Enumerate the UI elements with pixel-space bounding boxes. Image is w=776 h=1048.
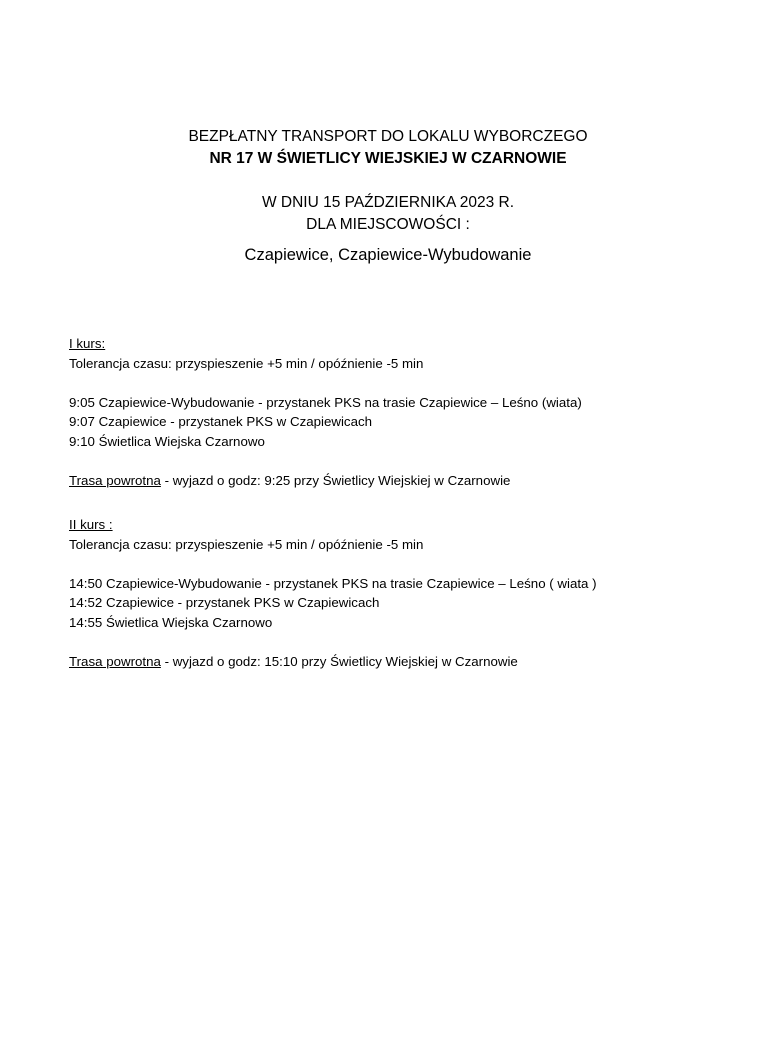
- header-localities-label: DLA MIEJSCOWOŚCI :: [306, 216, 470, 233]
- kurs1-return-text: - wyjazd o godz: 9:25 przy Świetlicy Wiejskiej w Czarnowie: [160, 472, 511, 488]
- kurs2-stop: 14:55 Świetlica Wiejska Czarnowo: [69, 614, 273, 630]
- kurs2-return-text: - wyjazd o godz: 15:10 przy Świetlicy Wiejskiej w Czarnowie: [160, 653, 518, 669]
- schedule-body: [69, 334, 759, 671]
- kurs1-stop: 9:07 Czapiewice - przystanek PKS w Czapiewicach: [69, 414, 373, 429]
- header-date: W DNIU 15 PAŹDZIERNIKA 2023 R.: [261, 194, 515, 211]
- kurs2-stop: 14:52 Czapiewice - przystanek PKS w Czapiewicach: [69, 595, 380, 610]
- kurs1-return: [69, 471, 759, 491]
- kurs2-title: II kurs :: [69, 517, 113, 532]
- header-title: BEZPŁATNY TRANSPORT DO LOKALU WYBORCZEGO: [188, 128, 588, 145]
- header-location: NR 17 W ŚWIETLICY WIEJSKIEJ W CZARNOWIE: [209, 150, 567, 167]
- kurs1-title: I kurs:: [69, 336, 106, 351]
- kurs2-tolerance: Tolerancja czasu: przyspieszenie +5 min / opóźnienie -5 min: [69, 536, 424, 552]
- kurs1-stop: 9:10 Świetlica Wiejska Czarnowo: [69, 433, 265, 449]
- kurs2-return-label: Trasa powrotna: [69, 653, 161, 669]
- kurs2-stop: 14:50 Czapiewice-Wybudowanie - przystanek PKS na trasie Czapiewice – Leśno ( wiata ): [69, 575, 597, 591]
- kurs1-tolerance: Tolerancja czasu: przyspieszenie +5 min / opóźnienie -5 min: [69, 355, 424, 371]
- kurs1-stop: 9:05 Czapiewice-Wybudowanie - przystanek PKS na trasie Czapiewice – Leśno (wiata): [69, 394, 582, 410]
- kurs1-return-label: Trasa powrotna: [69, 472, 161, 488]
- kurs2-return: [69, 652, 759, 672]
- document-header: [0, 126, 776, 266]
- header-localities: Czapiewice, Czapiewice-Wybudowanie: [244, 246, 532, 264]
